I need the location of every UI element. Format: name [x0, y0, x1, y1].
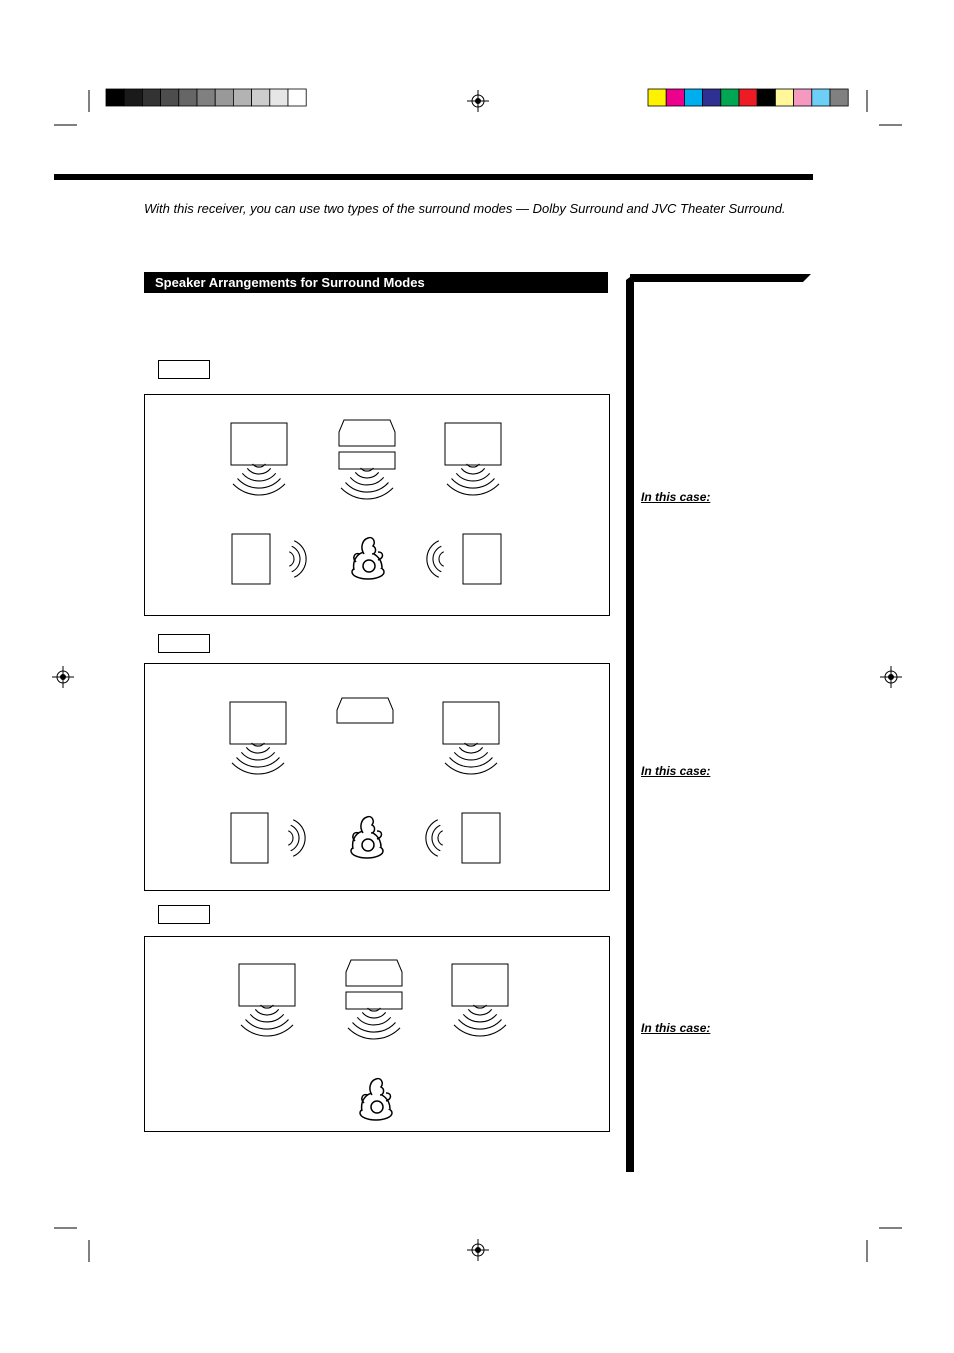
sound-wave [289, 541, 306, 578]
sound-wave [445, 743, 497, 774]
front-right-speaker [452, 964, 508, 1006]
center-speaker [339, 452, 395, 469]
sound-wave [426, 820, 443, 857]
sound-wave [232, 743, 284, 774]
intro-text: With this receiver, you can use two types of the surround modes — Dolby Surround and JVC Theater Surround. [144, 201, 786, 216]
rear-left-speaker [232, 534, 270, 584]
case-label-1: In this case: [641, 490, 711, 504]
front-left-speaker [239, 964, 295, 1006]
front-right-speaker [443, 702, 499, 744]
front-left-speaker [230, 702, 286, 744]
rear-right-speaker [463, 534, 501, 584]
sound-wave [348, 1008, 400, 1039]
front-left-speaker [231, 423, 287, 465]
diagram-3 [239, 960, 508, 1120]
rear-right-speaker [462, 813, 500, 863]
tv-set [339, 420, 395, 446]
sound-wave [241, 1005, 293, 1036]
tv-set [346, 960, 402, 986]
case-label-3: In this case: [641, 1021, 711, 1035]
section-title: Speaker Arrangements for Surround Modes [144, 272, 608, 293]
front-right-speaker [445, 423, 501, 465]
sound-wave [447, 464, 499, 495]
sound-wave [427, 541, 444, 578]
diagram-2 [230, 698, 500, 863]
listener-icon [352, 538, 384, 579]
rear-left-speaker [231, 813, 268, 863]
sound-wave [288, 820, 305, 857]
sound-wave [341, 468, 393, 499]
center-speaker [346, 992, 402, 1009]
diagram-1 [231, 420, 501, 584]
sound-wave [233, 464, 285, 495]
listener-icon [360, 1079, 392, 1120]
listener-icon [351, 817, 383, 858]
tv-set [337, 698, 393, 723]
case-label-2: In this case: [641, 764, 711, 778]
sound-wave [454, 1005, 506, 1036]
